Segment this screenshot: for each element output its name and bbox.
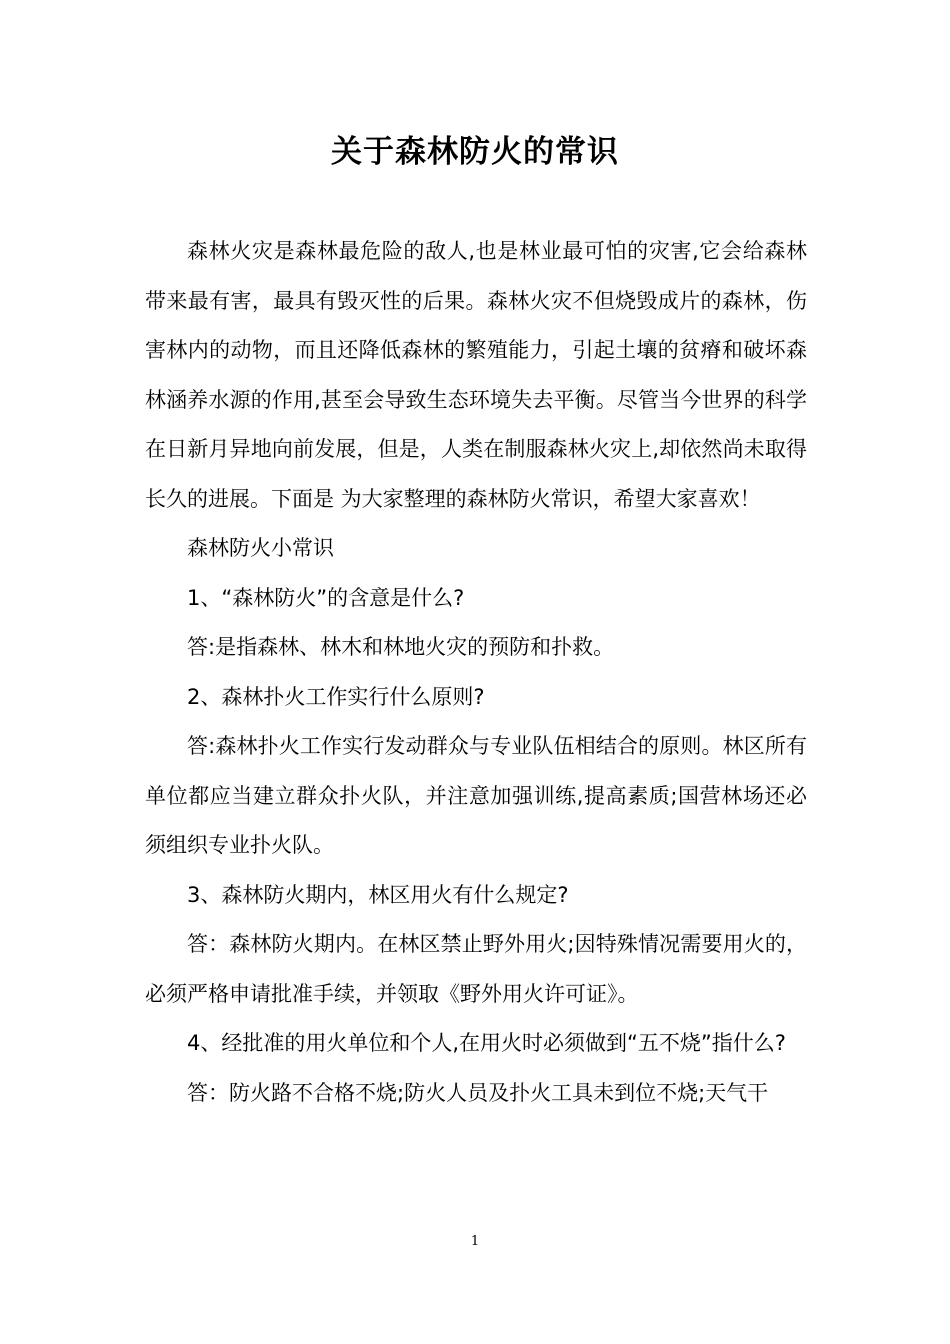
paragraph-question-4: 4、经批准的用火单位和个人,在用火时必须做到“五不烧”指什么? [187,1031,786,1055]
paragraph-answer-1: 答:是指森林、林木和林地火灾的预防和扑救。 [187,635,615,659]
paragraph-answer-4: 答：防火路不合格不烧;防火人员及扑火工具未到位不烧;天气干 [187,1080,769,1105]
document-title: 关于森林防火的常识 [331,134,619,170]
paragraph-section-heading: 森林防火小常识 [187,536,334,560]
paragraph-answer-2: 答:森林扑火工作实行发动群众与专业队伍相结合的原则。林区所有单位都应当建立群众扑火队，并注意加强训练,提高素质;国营林场还必须组织专业扑火队。 [145,734,807,857]
page-number: 1 [470,1234,480,1249]
paragraph-intro: 森林火灾是森林最危险的敌人,也是林业最可怕的灾害,它会给森林带来最有害，最具有毁灭性的后果。森林火灾不但烧毁成片的森林，伤害林内的动物，而且还降低森林的繁殖能力，引起土壤的贫瘠和破坏森林涵养水源的作用,甚至会导致生态环境失去平衡。尽管当今世界的科学在日新月异地向前发展，但是，人类在制服森林火灾上,却依然尚未取得长久的进展。下面是 为大家整理的森林防火常识，希望大家喜欢！ [145,239,807,511]
paragraph-answer-3: 答：森林防火期内。在林区禁止野外用火;因特殊情况需要用火的，必须严格申请批准手续，并领取《野外用火许可证》。 [145,932,807,1006]
document-body [145,227,807,1118]
paragraph-question-3: 3、森林防火期内，林区用火有什么规定? [187,882,569,907]
paragraph-question-2: 2、森林扑火工作实行什么原则? [187,684,485,709]
paragraph-question-1: 1、“森林防火”的含意是什么? [187,585,465,610]
